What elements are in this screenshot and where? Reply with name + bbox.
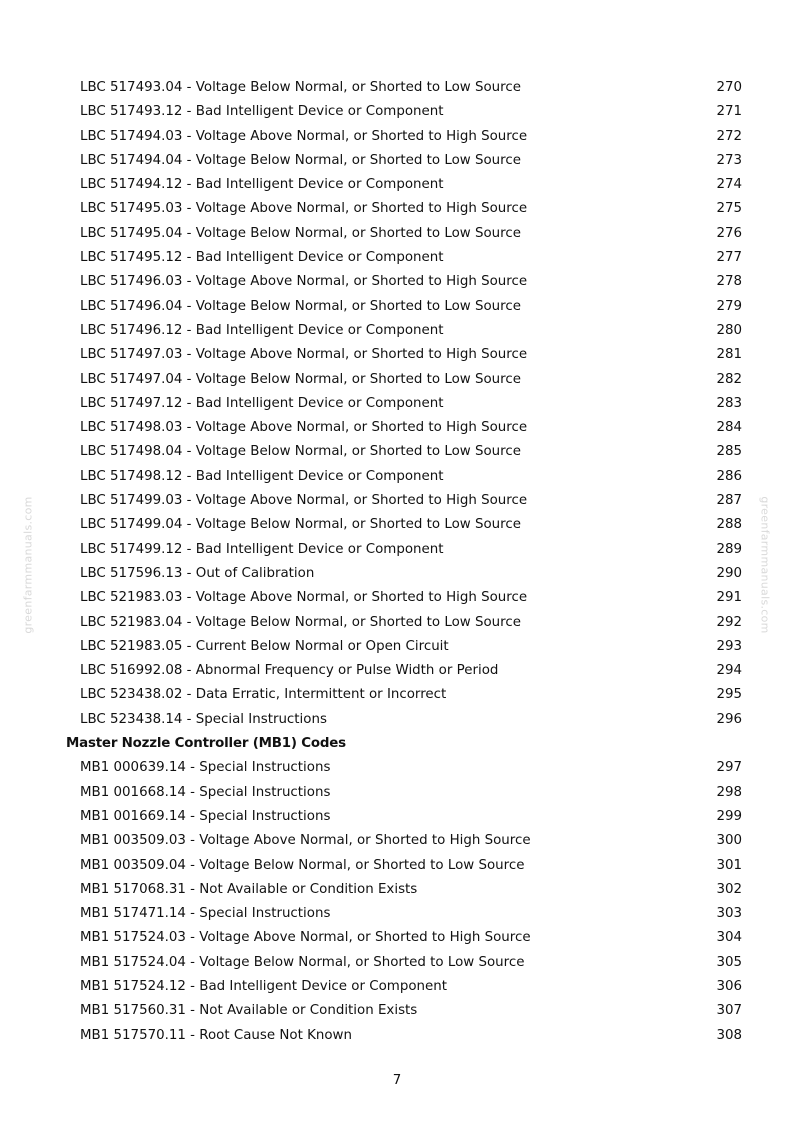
toc-entry-title: LBC 517495.04 - Voltage Below Normal, or Shorted to Low Source	[80, 225, 521, 241]
toc-entry-title: MB1 003509.04 - Voltage Below Normal, or Shorted to Low Source	[80, 857, 525, 873]
toc-entry-title: MB1 517524.03 - Voltage Above Normal, or Shorted to High Source	[80, 930, 531, 946]
toc-entry-page-number: 295	[716, 687, 742, 703]
toc-entry-page-number: 301	[716, 857, 742, 873]
toc-entry-title: LBC 517494.04 - Voltage Below Normal, or Shorted to Low Source	[80, 152, 521, 168]
toc-entry[interactable]	[0, 1024, 794, 1048]
toc-entry-page-number: 299	[716, 808, 742, 824]
section-heading-title: Master Nozzle Controller (MB1) Codes	[66, 736, 346, 752]
toc-section-heading	[0, 732, 794, 756]
toc-entry-page-number: 277	[716, 250, 742, 266]
toc-entry-title: LBC 517498.04 - Voltage Below Normal, or Shorted to Low Source	[80, 444, 521, 460]
toc-entry-page-number: 292	[716, 614, 742, 630]
watermark-left: greenfarmmanuals.com	[21, 496, 35, 634]
toc-entry[interactable]	[0, 951, 794, 975]
toc-entry-page-number: 291	[716, 590, 742, 606]
toc-entry[interactable]	[0, 465, 794, 489]
toc-entry-title: MB1 517524.12 - Bad Intelligent Device or Component	[80, 978, 447, 994]
toc-entry[interactable]	[0, 683, 794, 707]
toc-entry-title: LBC 517495.12 - Bad Intelligent Device or Component	[80, 250, 444, 266]
toc-entry-title: LBC 517498.03 - Voltage Above Normal, or Shorted to High Source	[80, 420, 528, 436]
toc-entry-page-number: 283	[716, 395, 742, 411]
toc-entry[interactable]	[0, 756, 794, 780]
toc-entry-page-number: 274	[716, 177, 742, 193]
toc-entry[interactable]	[0, 222, 794, 246]
toc-entry-title: LBC 523438.14 - Special Instructions	[80, 711, 327, 727]
toc-entry[interactable]	[0, 513, 794, 537]
toc-entry-page-number: 303	[716, 906, 742, 922]
toc-entry-title: LBC 517496.03 - Voltage Above Normal, or Shorted to High Source	[80, 274, 528, 290]
toc-entry-title: MB1 000639.14 - Special Instructions	[80, 760, 331, 776]
toc-entry-title: LBC 516992.08 - Abnormal Frequency or Pulse Width or Period	[80, 663, 499, 679]
toc-entry[interactable]	[0, 489, 794, 513]
toc-entry[interactable]	[0, 100, 794, 124]
toc-entry-title: LBC 517497.03 - Voltage Above Normal, or Shorted to High Source	[80, 347, 528, 363]
toc-entry[interactable]	[0, 149, 794, 173]
toc-entry[interactable]	[0, 392, 794, 416]
toc-entry[interactable]	[0, 197, 794, 221]
toc-entry-page-number: 287	[716, 493, 742, 509]
toc-entry[interactable]	[0, 586, 794, 610]
toc-entry[interactable]	[0, 319, 794, 343]
toc-entry-page-number: 276	[716, 225, 742, 241]
toc-entry-page-number: 308	[716, 1027, 742, 1043]
toc-entry-title: LBC 517496.12 - Bad Intelligent Device or Component	[80, 322, 444, 338]
toc-entry-page-number: 300	[716, 833, 742, 849]
watermark-right: greenfarmmanuals.com	[758, 496, 772, 634]
toc-entry-page-number: 282	[716, 371, 742, 387]
toc-entry-title: MB1 003509.03 - Voltage Above Normal, or Shorted to High Source	[80, 833, 531, 849]
toc-entry[interactable]	[0, 562, 794, 586]
toc-entry-title: LBC 521983.05 - Current Below Normal or Open Circuit	[80, 638, 449, 654]
toc-entry[interactable]	[0, 975, 794, 999]
toc-entry-title: LBC 517494.12 - Bad Intelligent Device or Component	[80, 177, 444, 193]
toc-entry-page-number: 307	[716, 1003, 742, 1019]
toc-entry[interactable]	[0, 805, 794, 829]
toc-entry-title: MB1 517524.04 - Voltage Below Normal, or Shorted to Low Source	[80, 954, 525, 970]
toc-entry-title: MB1 517560.31 - Not Available or Condition Exists	[80, 1003, 418, 1019]
toc-entry-title: MB1 517471.14 - Special Instructions	[80, 906, 331, 922]
toc-entry-page-number: 271	[716, 104, 742, 120]
toc-entry[interactable]	[0, 926, 794, 950]
toc-entry-page-number: 272	[716, 128, 742, 144]
toc-entry-title: LBC 517493.04 - Voltage Below Normal, or Shorted to Low Source	[80, 80, 521, 95]
toc-entry[interactable]	[0, 708, 794, 732]
toc-entry-page-number: 284	[716, 420, 742, 436]
toc-entry-title: LBC 517494.03 - Voltage Above Normal, or Shorted to High Source	[80, 128, 528, 144]
toc-entry-page-number: 281	[716, 347, 742, 363]
toc-entry-title: MB1 517068.31 - Not Available or Condition Exists	[80, 881, 418, 897]
toc-entry-title: MB1 001668.14 - Special Instructions	[80, 784, 331, 800]
toc-entry[interactable]	[0, 76, 794, 100]
toc-entry-page-number: 289	[716, 541, 742, 557]
toc-entry-page-number: 279	[716, 298, 742, 314]
toc-entry-title: LBC 517497.04 - Voltage Below Normal, or Shorted to Low Source	[80, 371, 521, 387]
toc-entry-page-number: 296	[716, 711, 742, 727]
toc-entry-page-number: 270	[716, 80, 742, 95]
toc-entry[interactable]	[0, 902, 794, 926]
toc-entry-title: LBC 523438.02 - Data Erratic, Intermittent or Incorrect	[80, 687, 447, 703]
toc-entry[interactable]	[0, 368, 794, 392]
page-number: 7	[392, 1073, 402, 1088]
toc-entry-page-number: 278	[716, 274, 742, 290]
toc-entry-page-number: 286	[716, 468, 742, 484]
toc-entry-page-number: 273	[716, 152, 742, 168]
toc-entry-page-number: 304	[716, 930, 742, 946]
toc-entry-title: LBC 517596.13 - Out of Calibration	[80, 565, 315, 581]
toc-entry[interactable]	[0, 343, 794, 367]
toc-entry-title: LBC 521983.04 - Voltage Below Normal, or Shorted to Low Source	[80, 614, 521, 630]
toc-entry-title: LBC 517499.03 - Voltage Above Normal, or Shorted to High Source	[80, 493, 528, 509]
toc-entry-page-number: 290	[716, 565, 742, 581]
toc-entry-page-number: 298	[716, 784, 742, 800]
toc-entry[interactable]	[0, 246, 794, 270]
toc-entry[interactable]	[0, 999, 794, 1023]
toc-entry-title: LBC 517499.12 - Bad Intelligent Device or Component	[80, 541, 444, 557]
table-of-contents	[0, 76, 794, 1048]
toc-entry[interactable]	[0, 538, 794, 562]
toc-entry[interactable]	[0, 173, 794, 197]
toc-entry-page-number: 293	[716, 638, 742, 654]
toc-entry-page-number: 285	[716, 444, 742, 460]
toc-entry-title: LBC 517497.12 - Bad Intelligent Device or Component	[80, 395, 444, 411]
toc-entry[interactable]	[0, 611, 794, 635]
toc-entry[interactable]	[0, 125, 794, 149]
toc-entry-title: LBC 517498.12 - Bad Intelligent Device or Component	[80, 468, 444, 484]
toc-entry[interactable]	[0, 659, 794, 683]
toc-entry[interactable]	[0, 416, 794, 440]
toc-entry[interactable]	[0, 295, 794, 319]
toc-entry[interactable]	[0, 829, 794, 853]
toc-entry[interactable]	[0, 440, 794, 464]
toc-entry-page-number: 280	[716, 322, 742, 338]
toc-entry-title: LBC 517493.12 - Bad Intelligent Device or Component	[80, 104, 444, 120]
toc-entry[interactable]	[0, 270, 794, 294]
toc-entry-title: LBC 517495.03 - Voltage Above Normal, or Shorted to High Source	[80, 201, 528, 217]
toc-entry[interactable]	[0, 878, 794, 902]
toc-entry-page-number: 305	[716, 954, 742, 970]
toc-entry-page-number: 294	[716, 663, 742, 679]
toc-entry[interactable]	[0, 635, 794, 659]
toc-entry-page-number: 306	[716, 978, 742, 994]
toc-entry-title: LBC 517499.04 - Voltage Below Normal, or Shorted to Low Source	[80, 517, 521, 533]
toc-entry[interactable]	[0, 781, 794, 805]
toc-entry-title: LBC 521983.03 - Voltage Above Normal, or Shorted to High Source	[80, 590, 528, 606]
toc-entry-title: MB1 517570.11 - Root Cause Not Known	[80, 1027, 352, 1043]
toc-entry-title: MB1 001669.14 - Special Instructions	[80, 808, 331, 824]
toc-entry-page-number: 288	[716, 517, 742, 533]
toc-entry-page-number: 275	[716, 201, 742, 217]
toc-entry-title: LBC 517496.04 - Voltage Below Normal, or Shorted to Low Source	[80, 298, 521, 314]
toc-entry-page-number: 297	[716, 760, 742, 776]
toc-entry[interactable]	[0, 854, 794, 878]
toc-entry-page-number: 302	[716, 881, 742, 897]
